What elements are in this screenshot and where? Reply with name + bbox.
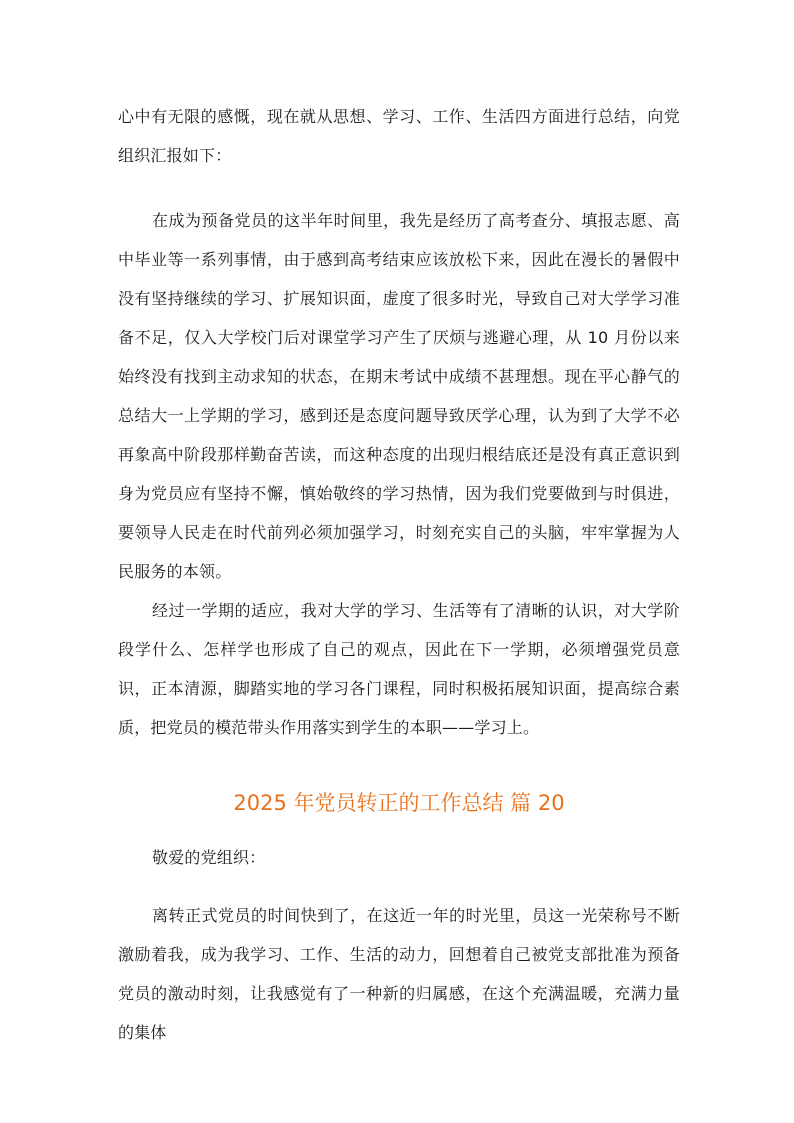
paragraph-closing: 离转正式党员的时间快到了，在这近一年的时光里，员这一光荣称号不断激励着我，成为我学习、工作、生活的动力，回想着自己被党支部批准为预备党员的激动时刻，让我感觉有了一种新的归属感，在这个充满温暖，充满力量的集体 [118,906,680,1042]
paragraph-study-reflection: 在成为预备党员的这半年时间里，我先是经历了高考查分、填报志愿、高中毕业等一系列事情，由于感到高考结束应该放松下来，因此在漫长的暑假中没有坚持继续的学习、扩展知识面，虚度了很多时光，导致自己对大学学习准备不足，仅入大学校门后对课堂学习产生了厌烦与逃避心理，从 10 月份以来始终没有找到主动求知的状态，在期末考试中成绩不甚理想。现在平心静气的总结大一上学期的学习，感到还是态度问题导致厌学心理，认为到了大学不必再象高中阶段那样勤奋苦读，而这种态度的出现归根结底还是没有真正意识到身为党员应有坚持不懈，慎始敬终的学习热情，因为我们党要做到与时俱进，要领导人民走在时代前列必须加强学习，时刻充实自己的头脑，牢牢掌握为人民服务的本领。 [118,211,680,581]
salutation: 敬爱的党组织： [152,848,266,867]
paragraph-adaptation: 经过一学期的适应，我对大学的学习、生活等有了清晰的认识，对大学阶段学什么、怎样学也形成了自己的观点，因此在下一学期，必须增强党员意识，正本清源，脚踏实地的学习各门课程，同时积极拓展知识面，提高综合素质，把党员的模范带头作用落实到学生的本职——学习上。 [118,601,680,737]
paragraph-intro-continued: 心中有无限的感慨，现在就从思想、学习、工作、生活四方面进行总结，向党组织汇报如下： [118,107,680,165]
section-title: 2025 年党员转正的工作总结 篇 20 [233,791,565,815]
